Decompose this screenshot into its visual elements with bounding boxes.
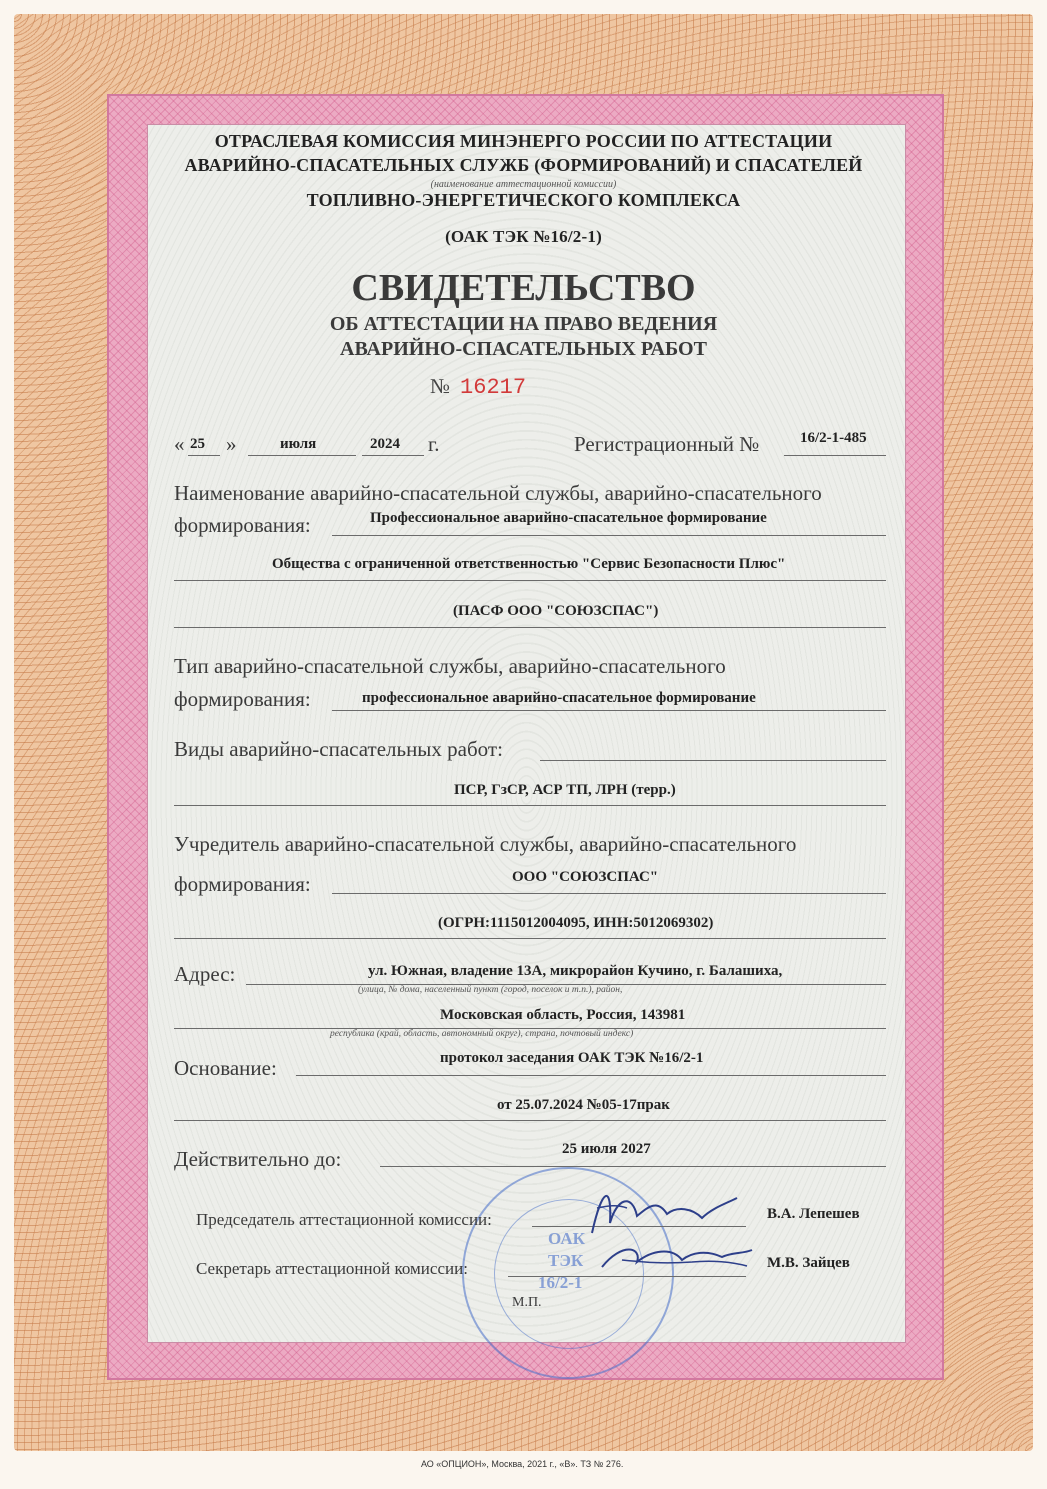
founder-label-line-1: Учредитель аварийно-спасательной службы, аварийно-спасательного <box>174 832 797 856</box>
date-year-suffix: г. <box>428 432 440 456</box>
date-month-underline <box>248 455 356 456</box>
seal-text-3: 16/2-1 <box>538 1273 583 1292</box>
date-open-quote: « <box>174 432 185 456</box>
secretary-name: М.В. Зайцев <box>767 1255 850 1271</box>
works-underline-1 <box>540 760 886 761</box>
certificate-number-value: 16217 <box>460 375 527 400</box>
secretary-signature <box>592 1232 762 1282</box>
name-underline-2 <box>174 580 886 581</box>
basis-underline-1 <box>296 1075 886 1076</box>
address-value-2: Московская область, Россия, 143981 <box>440 1007 686 1023</box>
basis-value-1: протокол заседания ОАК ТЭК №16/2-1 <box>440 1050 704 1066</box>
basis-underline-2 <box>174 1120 886 1121</box>
name-underline-3 <box>174 627 886 628</box>
header-line-3: ТОПЛИВНО-ЭНЕРГЕТИЧЕСКОГО КОМПЛЕКСА <box>306 190 741 210</box>
printer-footer: АО «ОПЦИОН», Москва, 2021 г., «В». ТЗ № 276. <box>421 1459 624 1469</box>
works-value: ПСР, ГзСР, АСР ТП, ЛРН (терр.) <box>454 782 676 798</box>
date-close-quote: » <box>226 432 237 456</box>
certificate-number <box>430 374 526 400</box>
document-title: СВИДЕТЕЛЬСТВО <box>351 267 696 309</box>
name-label-line-1: Наименование аварийно-спасательной службы, аварийно-спасательного <box>174 481 822 505</box>
header-hint: (наименование аттестационной комиссии) <box>430 179 617 190</box>
document-subtitle-2: АВАРИЙНО-СПАСАТЕЛЬНЫХ РАБОТ <box>340 338 707 360</box>
valid-until-underline <box>380 1166 886 1167</box>
chair-name: В.А. Лепешев <box>767 1206 860 1222</box>
type-label-line-2: формирования: <box>174 687 311 711</box>
works-underline-2 <box>174 805 886 806</box>
basis-label: Основание: <box>174 1056 277 1080</box>
address-label: Адрес: <box>174 962 236 986</box>
address-value-1: ул. Южная, владение 13А, микрорайон Кучино, г. Балашиха, <box>368 963 783 979</box>
founder-value-1: ООО "СОЮЗСПАС" <box>512 869 659 885</box>
seal-text-1: ОАК <box>548 1229 585 1248</box>
valid-until-label: Действительно до: <box>174 1147 342 1171</box>
type-value: профессиональное аварийно-спасательное формирование <box>362 690 756 706</box>
name-underline-1 <box>332 535 886 536</box>
header-line-2: АВАРИЙНО-СПАСАТЕЛЬНЫХ СЛУЖБ (ФОРМИРОВАНИЙ) И СПАСАТЕЛЕЙ <box>184 155 863 175</box>
date-day-underline <box>188 455 220 456</box>
number-sign: № <box>430 374 451 398</box>
seal-place-label: М.П. <box>512 1295 542 1310</box>
founder-label-line-2: формирования: <box>174 872 311 896</box>
date-month: июля <box>280 436 317 452</box>
name-value-3: (ПАСФ ООО "СОЮЗСПАС") <box>453 603 659 619</box>
header-line-1: ОТРАСЛЕВАЯ КОМИССИЯ МИНЭНЕРГО РОССИИ ПО АТТЕСТАЦИИ <box>214 131 833 151</box>
registration-number: 16/2-1-485 <box>800 430 867 446</box>
name-label-line-2: формирования: <box>174 513 311 537</box>
address-hint-1: (улица, № дома, населенный пункт (город, поселок и т.п.), район, <box>358 985 623 995</box>
chair-label: Председатель аттестационной комиссии: <box>196 1210 492 1229</box>
registration-label: Регистрационный № <box>574 432 760 456</box>
name-value-2: Общества с ограниченной ответственностью "Сервис Безопасности Плюс" <box>272 556 786 572</box>
basis-value-2: от 25.07.2024 №05-17прак <box>497 1097 670 1113</box>
document-subtitle-1: ОБ АТТЕСТАЦИИ НА ПРАВО ВЕДЕНИЯ <box>329 313 718 335</box>
secretary-label: Секретарь аттестационной комиссии: <box>196 1259 468 1278</box>
date-year-underline <box>362 455 424 456</box>
date-day: 25 <box>190 436 205 452</box>
founder-underline-2 <box>174 938 886 939</box>
works-label: Виды аварийно-спасательных работ: <box>174 737 503 761</box>
date-year: 2024 <box>370 436 400 452</box>
registration-underline <box>784 455 886 456</box>
address-hint-2: республика (край, область, автономный округ), страна, почтовый индекс) <box>330 1029 634 1039</box>
founder-value-2: (ОГРН:1115012004095, ИНН:5012069302) <box>438 915 714 931</box>
commission-code: (ОАК ТЭК №16/2-1) <box>445 227 602 246</box>
name-value-1: Профессиональное аварийно-спасательное формирование <box>370 510 767 526</box>
seal-text-2: ТЭК <box>548 1251 584 1270</box>
type-underline <box>332 710 886 711</box>
valid-until-value: 25 июля 2027 <box>562 1141 651 1157</box>
founder-underline-1 <box>332 893 886 894</box>
type-label-line-1: Тип аварийно-спасательной службы, аварийно-спасательного <box>174 654 726 678</box>
